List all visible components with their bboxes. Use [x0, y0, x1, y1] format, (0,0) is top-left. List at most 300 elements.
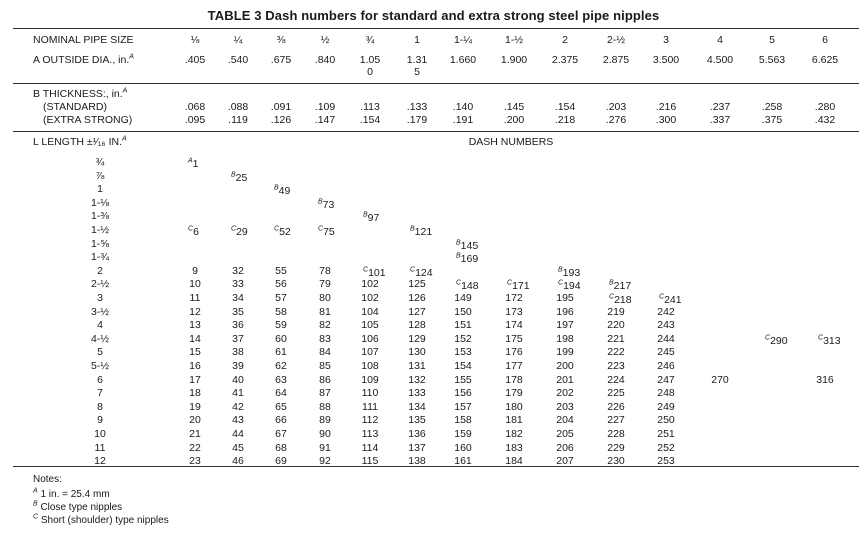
dash-number-text: 145: [460, 240, 479, 252]
length-value: 5: [97, 346, 103, 358]
dash-number: 39: [232, 360, 244, 372]
dash-number: 114: [361, 442, 379, 454]
note-mark: B: [363, 211, 368, 219]
dash-number: 111: [362, 401, 378, 413]
dash-number: 109: [361, 374, 379, 386]
length-value: 3: [97, 292, 103, 304]
extra-strong-thickness: .119: [228, 114, 248, 126]
standard-thickness: .088: [227, 101, 249, 113]
note-mark: B: [456, 239, 461, 247]
length-label: [33, 136, 127, 148]
dash-number-text: 241: [664, 294, 682, 306]
length-value: ⅞: [95, 170, 105, 182]
dash-number: 197: [556, 319, 574, 331]
length-value: 11: [94, 442, 106, 454]
dash-number: 158: [454, 414, 472, 426]
dash-number: 20: [189, 414, 201, 426]
dash-number: 58: [275, 306, 287, 318]
dash-number: 184: [505, 455, 523, 467]
dash-number: 180: [505, 401, 523, 413]
dash-number: 80: [319, 292, 331, 304]
dash-number: 56: [275, 278, 287, 290]
note-mark: A: [129, 53, 134, 61]
dash-number: 243: [657, 319, 675, 331]
dash-number: [318, 199, 334, 211]
dash-number-text: 193: [562, 267, 581, 279]
dash-number: [274, 185, 290, 197]
dash-number: 137: [408, 442, 426, 454]
dash-number: 154: [454, 360, 472, 372]
note-text: Short (shoulder) type nipples: [38, 515, 169, 526]
dash-number: 150: [454, 306, 472, 318]
dash-number: 134: [408, 401, 426, 413]
dash-number: 151: [454, 319, 472, 331]
dash-number: 223: [607, 360, 625, 372]
extra-strong-thickness: .095: [184, 114, 206, 126]
note-mark: C: [363, 266, 369, 274]
length-value: 3-½: [90, 306, 110, 318]
dash-number: 228: [607, 428, 625, 440]
dash-number: 200: [556, 360, 574, 372]
nominal-size: ½: [320, 34, 330, 46]
standard-thickness: .068: [184, 101, 206, 113]
dash-number-text: 25: [235, 172, 248, 184]
dash-number-text: 148: [461, 280, 479, 292]
note-item: [33, 515, 169, 527]
dash-number: 115: [361, 455, 379, 467]
nominal-size: 6: [822, 34, 828, 46]
dash-number: 33: [232, 278, 244, 290]
dash-number: 37: [232, 333, 244, 345]
rule-after-outside-dia: [13, 83, 859, 84]
dash-number: 85: [319, 360, 331, 372]
dash-number-text: 313: [823, 335, 841, 347]
note-item: [33, 502, 122, 514]
dash-number: 68: [275, 442, 287, 454]
dash-number: 35: [232, 306, 244, 318]
dash-number: [188, 158, 199, 170]
length-value: 1-½: [90, 224, 110, 236]
dash-number: 159: [454, 428, 472, 440]
dash-number: 82: [319, 319, 331, 331]
dash-number: 270: [711, 374, 729, 386]
nominal-size-label: [33, 34, 134, 46]
dash-number-text: 49: [278, 185, 291, 197]
dash-number: 156: [454, 387, 472, 399]
dash-number: 12: [189, 306, 201, 318]
length-value: 12: [94, 455, 106, 467]
dash-number: 87: [319, 387, 331, 399]
dash-number: 229: [607, 442, 625, 454]
dash-number: 42: [232, 401, 244, 413]
note-mark: B: [609, 279, 614, 287]
dash-number: 242: [657, 306, 675, 318]
dash-number: 38: [232, 346, 244, 358]
dash-number: 183: [505, 442, 523, 454]
standard-thickness: .091: [270, 101, 292, 113]
dash-number: [188, 226, 199, 238]
outside-dia-value: 1.660: [449, 54, 477, 66]
nominal-size: ⅜: [276, 34, 286, 46]
dash-number: [456, 253, 478, 265]
dash-number: 41: [232, 387, 244, 399]
dash-number: 196: [556, 306, 574, 318]
dash-number: 14: [189, 333, 201, 345]
dash-number: 64: [275, 387, 287, 399]
note-text: Close type nipples: [37, 502, 123, 513]
nominal-size: 1: [414, 34, 420, 46]
dash-number: 55: [275, 265, 287, 277]
dash-number: [363, 212, 379, 224]
dash-number: [456, 280, 479, 292]
dash-number-text: 6: [193, 226, 199, 238]
dash-number: 246: [657, 360, 675, 372]
length-value: 2: [97, 265, 103, 277]
dash-number: [507, 280, 530, 292]
dash-number: 316: [816, 374, 834, 386]
standard-thickness: .203: [605, 101, 627, 113]
outside-dia-value: 4.500: [706, 54, 734, 66]
dash-number-text: 75: [323, 226, 335, 238]
note-mark: B: [33, 500, 38, 508]
dash-number: [609, 294, 632, 306]
standard-thickness: .154: [554, 101, 576, 113]
dash-number: 92: [319, 455, 331, 467]
length-value: 1: [97, 183, 103, 195]
outside-dia-value: 6.625: [811, 54, 839, 66]
note-mark: C: [188, 225, 194, 233]
dash-number: 19: [189, 401, 201, 413]
outside-dia-label-text: A OUTSIDE DIA., in.: [33, 54, 130, 66]
length-value: 2-½: [90, 278, 110, 290]
dash-number: 155: [454, 374, 472, 386]
length-value: 1-¾: [90, 251, 110, 263]
dash-number: 17: [189, 374, 201, 386]
note-mark: C: [231, 225, 237, 233]
dash-number: 251: [657, 428, 675, 440]
dash-number: 11: [189, 292, 201, 304]
nominal-size: ¼: [233, 34, 243, 46]
dash-number: 222: [607, 346, 625, 358]
outside-dia-label: [33, 54, 134, 66]
bottom-rule: [13, 466, 859, 467]
dash-number: 43: [232, 414, 244, 426]
dash-number: [609, 280, 631, 292]
note-mark: C: [507, 279, 513, 287]
dash-number: 90: [319, 428, 331, 440]
note-mark: B: [318, 198, 323, 206]
length-value: 7: [97, 387, 103, 399]
dash-number: 79: [319, 278, 331, 290]
dash-number: 126: [408, 292, 426, 304]
dash-number: 108: [361, 360, 379, 372]
extra-strong-thickness: .200: [503, 114, 525, 126]
dash-number: 225: [607, 387, 625, 399]
rule-after-thickness: [13, 131, 859, 132]
nominal-size: ⅛: [190, 34, 200, 46]
dash-number: 179: [505, 387, 523, 399]
dash-number: 127: [408, 306, 426, 318]
dash-number: 69: [275, 455, 287, 467]
note-mark: B: [456, 252, 461, 260]
dash-number: 244: [657, 333, 675, 345]
extra-strong-thickness: .432: [814, 114, 836, 126]
standard-thickness: .258: [761, 101, 783, 113]
dash-number: 153: [454, 346, 472, 358]
dash-number: [274, 226, 291, 238]
length-value: ¾: [95, 156, 105, 168]
dash-number: 65: [275, 401, 287, 413]
dash-number: 105: [361, 319, 379, 331]
length-value: 1-⅜: [90, 210, 110, 222]
dash-number: 57: [275, 292, 287, 304]
dash-number: 230: [607, 455, 625, 467]
table-title: TABLE 3 Dash numbers for standard and extra strong steel pipe nipples: [207, 8, 660, 23]
dash-number: 226: [607, 401, 625, 413]
note-mark: C: [274, 225, 280, 233]
dash-number-text: 52: [279, 226, 291, 238]
note-mark: C: [818, 334, 824, 342]
length-value: 6: [97, 374, 103, 386]
dash-number: [318, 226, 335, 238]
note-text: 1 in. = 25.4 mm: [37, 489, 110, 500]
length-value: 4-½: [90, 333, 110, 345]
note-mark: C: [659, 293, 665, 301]
dash-number: 172: [505, 292, 523, 304]
dash-number: 13: [189, 319, 201, 331]
extra-strong-thickness: .375: [761, 114, 783, 126]
length-value: 10: [94, 428, 106, 440]
dash-number: 84: [319, 346, 331, 358]
dash-number: 198: [556, 333, 574, 345]
outside-dia-value: 1.05 0: [359, 54, 381, 78]
dash-number: 195: [556, 292, 574, 304]
dash-number: 182: [505, 428, 523, 440]
dash-number: 219: [607, 306, 625, 318]
extra-strong-thickness: .154: [359, 114, 381, 126]
note-mark: B: [274, 184, 279, 192]
dash-number: 207: [556, 455, 574, 467]
nominal-size: 2: [562, 34, 568, 46]
dash-number: 59: [275, 319, 287, 331]
dash-number: 206: [556, 442, 574, 454]
note-mark: C: [318, 225, 324, 233]
length-value: 1-⅝: [90, 238, 110, 250]
extra-strong-label: (EXTRA STRONG): [43, 114, 133, 126]
nominal-size: 5: [769, 34, 775, 46]
notes-title: Notes:: [33, 474, 62, 485]
dash-number-text: 217: [613, 280, 632, 292]
nominal-size: 1-¼: [453, 34, 473, 46]
dash-number: 34: [232, 292, 244, 304]
dash-number: 112: [361, 414, 379, 426]
dash-number: 202: [556, 387, 574, 399]
extra-strong-thickness: .300: [655, 114, 677, 126]
note-mark: B: [231, 171, 236, 179]
dash-number: 174: [505, 319, 523, 331]
extra-strong-thickness: .126: [270, 114, 292, 126]
extra-strong-thickness: .337: [709, 114, 731, 126]
dash-number: 81: [319, 306, 331, 318]
dash-number: 10: [189, 278, 201, 290]
dash-number: 83: [319, 333, 331, 345]
dash-number: 113: [361, 428, 379, 440]
nominal-size-label-text: NOMINAL PIPE SIZE: [33, 34, 134, 46]
dash-number: 135: [408, 414, 426, 426]
dash-number: 131: [408, 360, 426, 372]
dash-number: 130: [408, 346, 426, 358]
dash-number: [818, 335, 841, 347]
standard-thickness: .133: [406, 101, 428, 113]
dash-number: 125: [408, 278, 426, 290]
note-mark: A: [188, 157, 193, 165]
dash-number: 60: [275, 333, 287, 345]
nominal-size: 1-½: [504, 34, 524, 46]
dash-number: 44: [232, 428, 244, 440]
dash-number: 23: [189, 455, 201, 467]
dash-number: [765, 335, 788, 347]
dash-number-text: 97: [367, 212, 380, 224]
note-mark: B: [410, 225, 415, 233]
dash-number: 138: [408, 455, 426, 467]
dash-number-text: 1: [192, 158, 199, 170]
outside-dia-value: .675: [270, 54, 292, 66]
dash-number: 89: [319, 414, 331, 426]
dash-number: [456, 240, 478, 252]
dash-number: 9: [192, 265, 198, 277]
dash-number-text: 29: [236, 226, 248, 238]
dash-number: 86: [319, 374, 331, 386]
top-rule: [13, 28, 859, 29]
note-mark: C: [558, 279, 564, 287]
extra-strong-thickness: .179: [406, 114, 428, 126]
outside-dia-value: 2.875: [602, 54, 630, 66]
dash-number: 102: [361, 292, 379, 304]
dash-number: 157: [454, 401, 472, 413]
dash-number: 204: [556, 414, 574, 426]
note-mark: B: [558, 266, 563, 274]
dash-number: 107: [361, 346, 379, 358]
outside-dia-value: 1.31 5: [406, 54, 428, 78]
length-value: 9: [97, 414, 103, 426]
standard-thickness: .140: [452, 101, 474, 113]
dash-number-text: 290: [770, 335, 788, 347]
note-mark: C: [765, 334, 771, 342]
standard-thickness: .216: [655, 101, 677, 113]
dash-number: 250: [657, 414, 675, 426]
dash-number: 245: [657, 346, 675, 358]
dash-number: [231, 226, 248, 238]
dash-number: 221: [607, 333, 625, 345]
dash-number: [231, 172, 247, 184]
extra-strong-thickness: .218: [554, 114, 576, 126]
dash-number: 46: [232, 455, 244, 467]
dash-number: 133: [408, 387, 426, 399]
note-mark: C: [456, 279, 462, 287]
outside-dia-value: .405: [184, 54, 206, 66]
dash-number: 252: [657, 442, 675, 454]
standard-thickness: .145: [503, 101, 525, 113]
length-value: 4: [97, 319, 103, 331]
dash-number: 78: [319, 265, 331, 277]
note-mark: A: [33, 487, 38, 495]
dash-number: 15: [189, 346, 201, 358]
outside-dia-value: .540: [227, 54, 249, 66]
dash-number: 36: [232, 319, 244, 331]
length-value: 5-½: [90, 360, 110, 372]
dash-number: 220: [607, 319, 625, 331]
dash-number: 173: [505, 306, 523, 318]
dash-number: 106: [361, 333, 379, 345]
outside-dia-value: 1.900: [500, 54, 528, 66]
thickness-label: [33, 88, 127, 100]
dash-number-text: 169: [460, 253, 479, 265]
dash-number-text: 171: [512, 280, 530, 292]
dash-number: 177: [505, 360, 523, 372]
dash-number: 181: [505, 414, 523, 426]
dash-number: 16: [189, 360, 201, 372]
dash-number: 161: [454, 455, 472, 467]
dash-number: 224: [607, 374, 625, 386]
nominal-size: 4: [717, 34, 723, 46]
dash-number: 205: [556, 428, 574, 440]
dash-number: 66: [275, 414, 287, 426]
nominal-size: 3: [663, 34, 669, 46]
dash-number-text: 73: [322, 199, 335, 211]
standard-thickness: .280: [814, 101, 836, 113]
note-mark: A: [122, 135, 127, 143]
dash-number: 129: [408, 333, 426, 345]
dash-numbers-header: DASH NUMBERS: [468, 136, 554, 148]
dash-number: 110: [361, 387, 379, 399]
note-mark: C: [609, 293, 615, 301]
dash-number: 247: [657, 374, 675, 386]
dash-number: 88: [319, 401, 331, 413]
dash-number: 175: [505, 333, 523, 345]
standard-thickness: .109: [314, 101, 336, 113]
dash-number: 176: [505, 346, 523, 358]
dash-number: 45: [232, 442, 244, 454]
dash-number: 22: [189, 442, 201, 454]
dash-number-text: 121: [414, 226, 433, 238]
dash-number: 149: [454, 292, 472, 304]
note-mark: A: [122, 87, 128, 95]
length-label-text: L LENGTH ±¹⁄₁₆ IN.: [33, 136, 122, 148]
dash-number: 91: [319, 442, 331, 454]
extra-strong-thickness: .147: [314, 114, 336, 126]
dash-number-text: 194: [563, 280, 581, 292]
nominal-size: 2-½: [606, 34, 626, 46]
extra-strong-thickness: .276: [605, 114, 627, 126]
dash-number: 152: [454, 333, 472, 345]
dash-number: [410, 226, 432, 238]
dash-number: 160: [454, 442, 472, 454]
dash-number: 248: [657, 387, 675, 399]
dash-number: 253: [657, 455, 675, 467]
dash-number: 104: [361, 306, 379, 318]
note-mark: C: [410, 266, 416, 274]
dash-number: 199: [556, 346, 574, 358]
length-value: 8: [97, 401, 103, 413]
dash-number: [558, 267, 580, 279]
dash-number: [558, 280, 581, 292]
dash-number-text: 101: [368, 267, 386, 279]
note-item: [33, 489, 110, 501]
length-value: 1-⅛: [90, 197, 110, 209]
standard-thickness: .113: [360, 101, 380, 113]
note-mark: C: [33, 513, 39, 521]
dash-number: 227: [607, 414, 625, 426]
